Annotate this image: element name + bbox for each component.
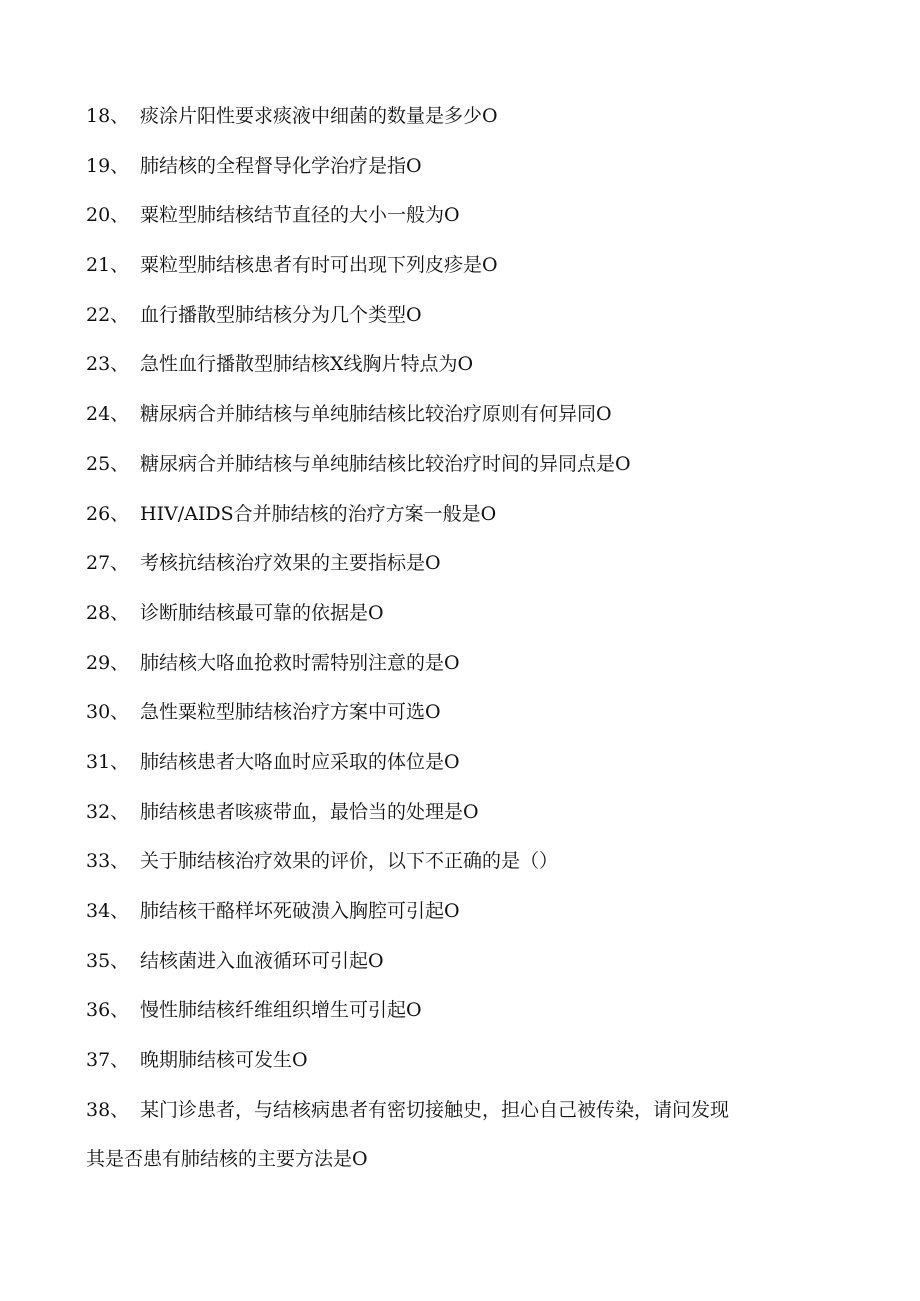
question-26: [86, 496, 826, 546]
question-number: 23、: [86, 353, 130, 376]
question-first-line: [86, 1092, 826, 1142]
question-text: 急性血行播散型肺结核X线胸片特点为O: [140, 353, 474, 376]
question-number: 30、: [86, 701, 130, 724]
question-text: 痰涂片阳性要求痰液中细菌的数量是多少O: [140, 105, 498, 127]
question-number: 33、: [86, 850, 130, 873]
question-number: 25、: [86, 452, 130, 475]
question-38: [86, 1092, 826, 1178]
question-text: 血行播散型肺结核分为几个类型O: [140, 303, 422, 326]
question-text: 糖尿病合并肺结核与单纯肺结核比较治疗原则有何异同O: [140, 403, 612, 426]
question-text: 粟粒型肺结核结节直径的大小一般为O: [140, 204, 460, 227]
question-text-continuation: 其是否患有肺结核的主要方法是O: [86, 1148, 368, 1171]
question-text: 关于肺结核治疗效果的评价，以下不正确的是（）: [140, 850, 559, 873]
question-18: [86, 98, 826, 148]
question-number: 26、: [86, 502, 130, 525]
question-35: [86, 943, 826, 993]
question-number: 36、: [86, 999, 130, 1022]
question-text: 晚期肺结核可发生O: [140, 1049, 308, 1072]
question-text: 肺结核干酪样坏死破溃入胸腔可引起O: [140, 900, 460, 922]
question-23: [86, 346, 826, 396]
question-number: 19、: [86, 154, 130, 177]
question-19: [86, 148, 826, 198]
question-36: [86, 992, 826, 1042]
question-text: 肺结核患者咳痰带血，最恰当的处理是O: [140, 800, 479, 823]
question-21: [86, 247, 826, 297]
question-31: [86, 744, 826, 794]
question-text: 肺结核大咯血抢救时需特别注意的是O: [140, 651, 460, 674]
question-number: 34、: [86, 900, 130, 922]
question-24: [86, 396, 826, 446]
question-20: [86, 197, 826, 247]
question-28: [86, 595, 826, 645]
question-number: 35、: [86, 949, 130, 972]
question-30: [86, 694, 826, 744]
question-number: 32、: [86, 800, 130, 823]
question-text: 糖尿病合并肺结核与单纯肺结核比较治疗时间的异同点是O: [140, 452, 631, 475]
question-number: 20、: [86, 204, 130, 227]
question-text: HIV/AIDS合并肺结核的治疗方案一般是O: [140, 502, 497, 525]
question-number: 18、: [86, 105, 130, 127]
question-25: [86, 446, 826, 496]
question-number: 37、: [86, 1049, 130, 1072]
question-text: 急性粟粒型肺结核治疗方案中可选O: [140, 701, 441, 724]
question-number: 22、: [86, 303, 130, 326]
question-number: 21、: [86, 254, 130, 277]
question-32: [86, 794, 826, 844]
question-text: 慢性肺结核纤维组织增生可引起O: [140, 999, 422, 1022]
question-text: 诊断肺结核最可靠的依据是O: [140, 601, 384, 624]
question-text: 考核抗结核治疗效果的主要指标是O: [140, 552, 441, 575]
question-text: 粟粒型肺结核患者有时可出现下列皮疹是O: [140, 254, 498, 277]
question-number: 24、: [86, 403, 130, 426]
question-text: 结核菌进入血液循环可引起O: [140, 949, 384, 972]
question-27: [86, 545, 826, 595]
question-number: 28、: [86, 601, 130, 624]
question-text: 某门诊患者，与结核病患者有密切接触史，担心自己被传染，请问发现: [140, 1098, 730, 1121]
question-list: [86, 98, 826, 1177]
question-37: [86, 1042, 826, 1092]
question-number: 29、: [86, 651, 130, 674]
question-34: [86, 893, 826, 943]
question-number: 38、: [86, 1098, 130, 1121]
question-22: [86, 297, 826, 347]
question-text: 肺结核患者大咯血时应采取的体位是O: [140, 750, 460, 773]
question-29: [86, 645, 826, 695]
question-text: 肺结核的全程督导化学治疗是指O: [140, 154, 422, 177]
question-number: 31、: [86, 750, 130, 773]
question-number: 27、: [86, 552, 130, 575]
question-33: [86, 843, 826, 893]
